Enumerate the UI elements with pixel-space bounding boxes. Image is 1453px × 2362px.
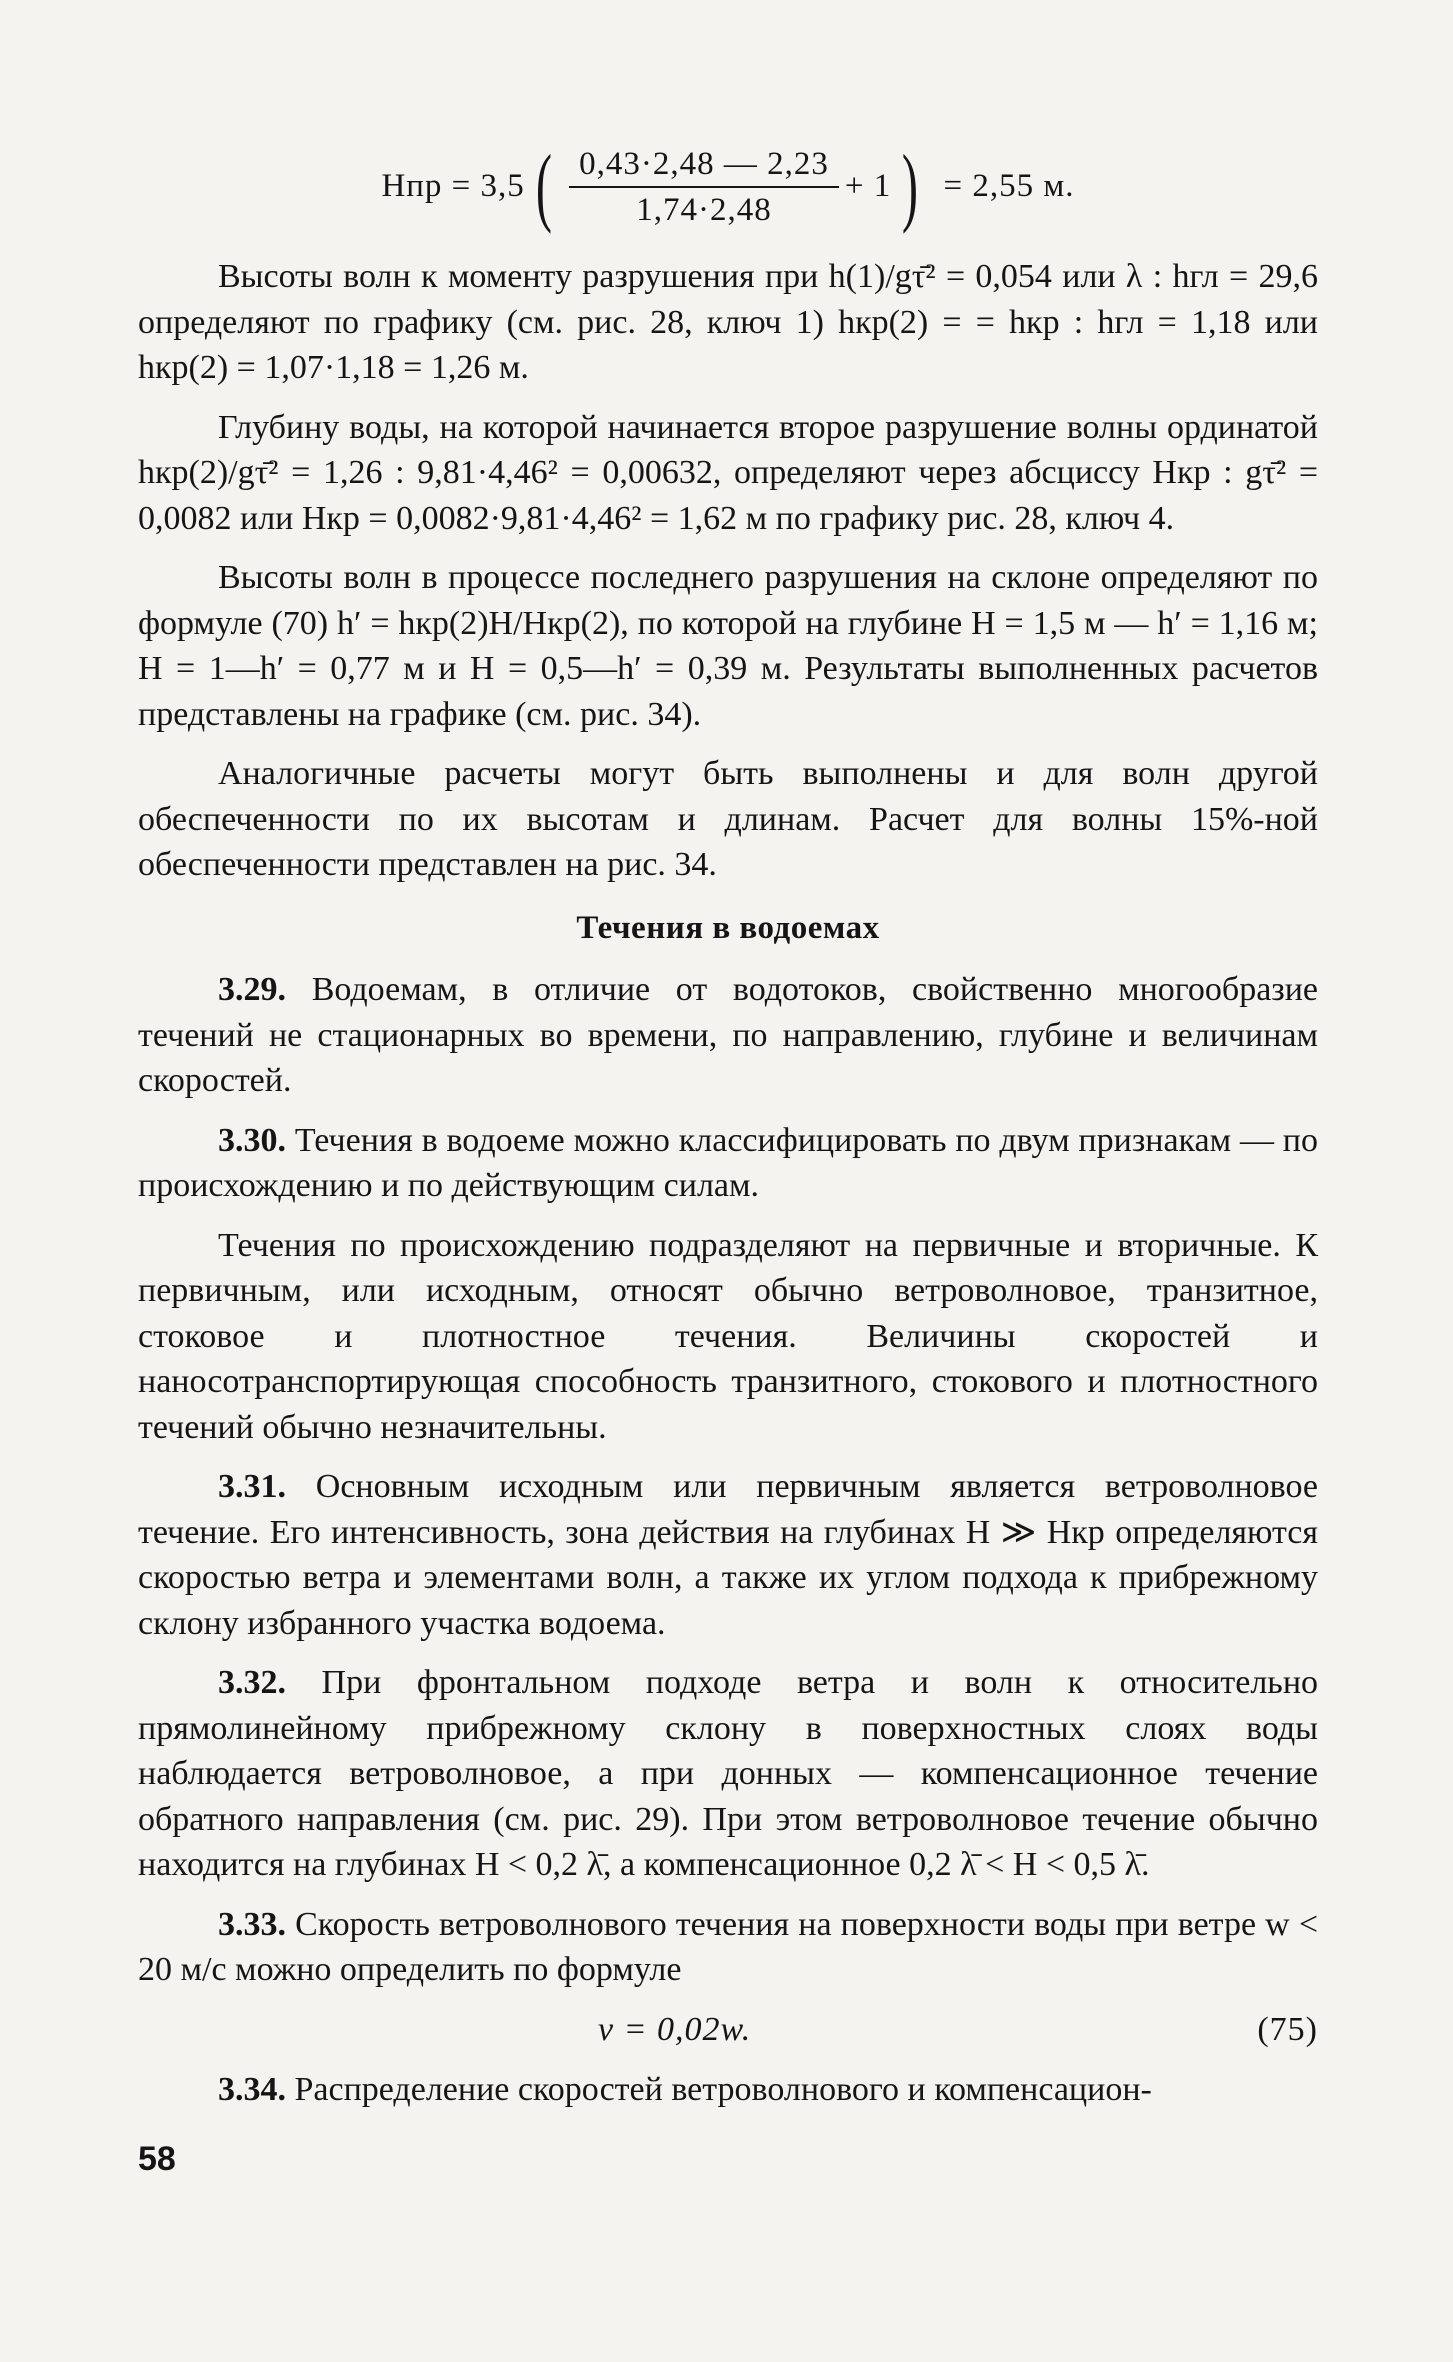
item-3-31 <box>138 1464 1318 1646</box>
paragraph-water-depth: Глубину воды, на которой начинается второе разрушение волны ординатой hкр(2)/gτ̄² = 1,26 : 9,81·4,46² = 0,00632, определяют через абсциссу Hкр : gτ̄² = 0,0082 или Hкр = 0,0082·9,81·4,46² = 1,62 м по графику рис. 28, ключ 4. <box>138 408 1318 537</box>
item-number: 3.31. <box>218 1468 286 1505</box>
page-content <box>138 128 1318 2126</box>
item-text: Основным исходным или первичным является ветроволновое течение. Его интенсивность, зона действия на глубинах H ≫ Hкр определяются скоростью ветра и элементами волн, а также их углом подхода к прибрежному склону избранного участка водоема. <box>138 1468 1319 1642</box>
item-number: 3.32. <box>218 1664 286 1701</box>
formula-numerator: 0,43·2,48 — 2,23 <box>569 144 839 188</box>
formula-result: = 2,55 м. <box>943 168 1075 205</box>
equation-number: (75) <box>1257 2010 1318 2048</box>
item-3-34 <box>138 2067 1318 2113</box>
item-text: Водоемам, в отличие от водотоков, свойственно многообразие течений не стационарных во времени, по направлению, глубине и величинам скоростей. <box>138 971 1318 1099</box>
formula-fraction <box>569 144 839 230</box>
section-title: Течения в водоемах <box>576 909 880 946</box>
paragraph-last-breaking: Высоты волн в процессе последнего разрушения на склоне определяют по формуле (70) h′ = hкр(2)H/Hкр(2), по которой на глубине H = 1,5 м — h′ = 1,16 м; H = 1—h′ = 0,77 м и H = 0,5—h′ = 0,39 м. Результаты выполненных расчетов представлены на графике (см. рис. 34). <box>138 559 1318 733</box>
item-text: Скорость ветроволнового течения на поверхности воды при ветре w < 20 м/с можно определить по формуле <box>138 1905 1319 1988</box>
item-number: 3.29. <box>218 971 286 1008</box>
item-number: 3.30. <box>218 1121 286 1159</box>
equation-expression: v = 0,02w. <box>598 2010 752 2048</box>
item-text: Распределение скоростей ветроволнового и компенсацион- <box>294 2070 1152 2108</box>
item-text: Течения в водоеме можно классифицировать по двум признакам — по происхождению и по действующим силам. <box>138 1121 1318 1204</box>
right-parenthesis: ) <box>902 138 919 235</box>
paragraph-wave-heights: Высоты волн к моменту разрушения при h(1)/gτ̄² = 0,054 или λ : hгл = 29,6 определяют по графику (см. рис. 28, ключ 1) hкр(2) = = hкр : hгл = 1,18 или hкр(2) = 1,07·1,18 = 1,26 м. <box>138 258 1318 386</box>
item-number: 3.34. <box>218 2070 286 2108</box>
formula-lhs: Hпр = 3,5 <box>381 168 525 205</box>
formula-h-pr <box>138 128 1318 246</box>
item-text: При фронтальном подходе ветра и волн к относительно прямолинейному прибрежному склону в поверхностных слоях воды наблюдается ветроволновое, а при донных — компенсационное течение обратного направления (см. рис. 29). При этом ветроволновое течение обычно находится на глубинах H < 0,2 λ̄, а компенсационное 0,2 λ̄ < H < 0,5 λ̄. <box>138 1664 1319 1883</box>
paragraph-origin-classification: Течения по происхождению подразделяют на первичные и вторичные. К первичным, или исходным, относят обычно ветроволновое, транзитное, стоковое и плотностное течения. Величины скоростей и наносотранспортирующая способность транзитного, стокового и плотностного течений обычно незначительны. <box>138 1226 1318 1446</box>
item-number: 3.33. <box>218 1905 286 1943</box>
page-number: 58 <box>138 2140 176 2178</box>
item-3-32 <box>138 1660 1318 1888</box>
formula-denominator: 1,74·2,48 <box>636 192 772 228</box>
formula-tail: + 1 <box>844 168 892 205</box>
item-3-33 <box>138 1902 1318 1993</box>
paragraph-similar-calculations: Аналогичные расчеты могут быть выполнены и для волн другой обеспеченности по их высотам и длинам. Расчет для волны 15%-ной обеспеченности представлен на рис. 34. <box>138 755 1318 883</box>
equation-75 <box>138 2007 1318 2053</box>
item-3-29 <box>138 967 1318 1104</box>
left-parenthesis: ( <box>535 138 553 235</box>
item-3-30 <box>138 1118 1318 1209</box>
